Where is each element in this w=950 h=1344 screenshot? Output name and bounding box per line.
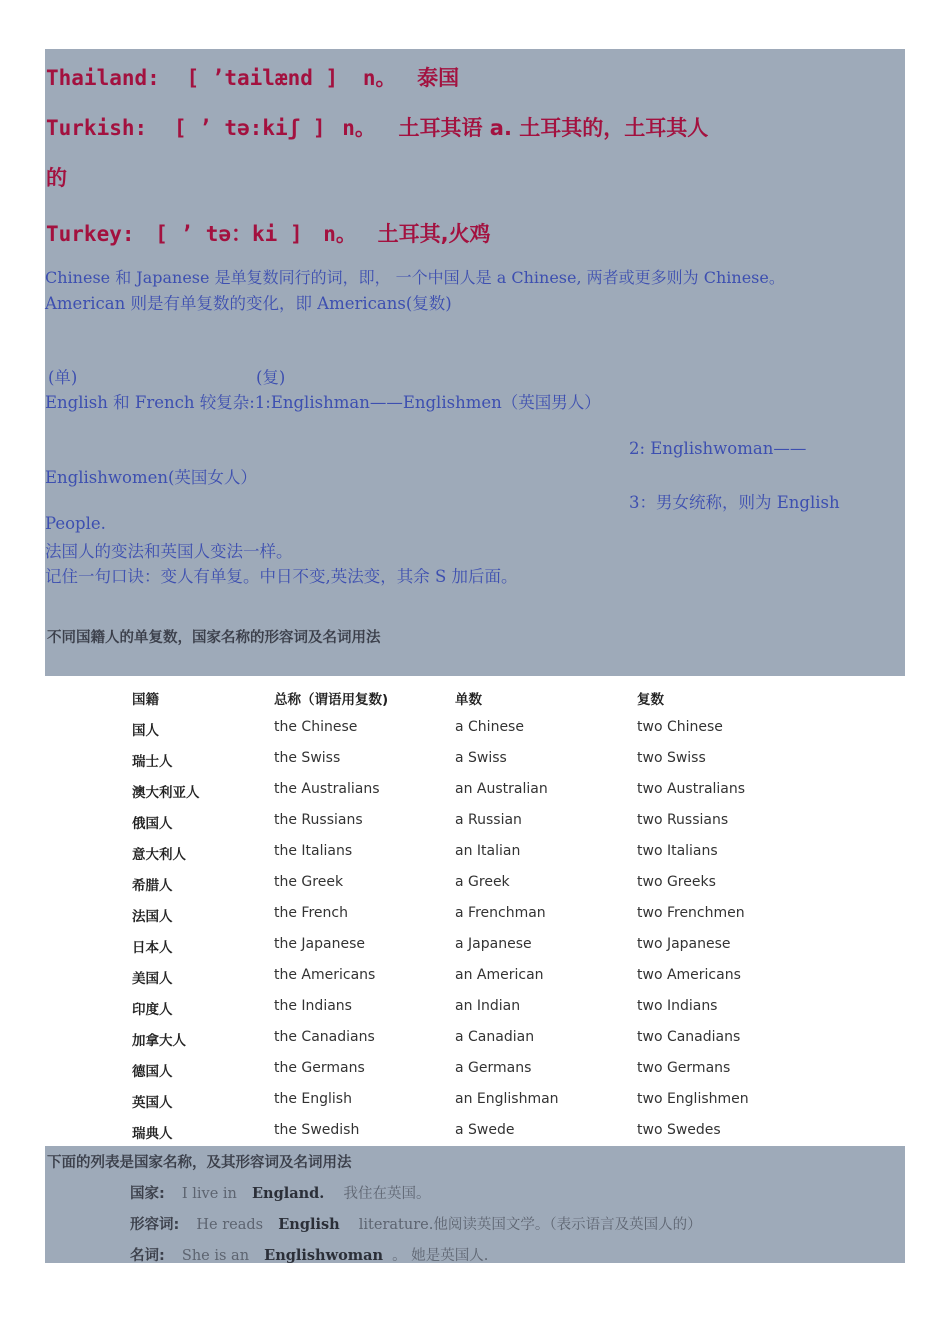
cell-singular: a Japanese	[455, 936, 532, 952]
example-bold: England.	[251, 1185, 325, 1202]
label-plural: (复)	[256, 368, 286, 387]
cell-nationality: 德国人	[132, 1064, 173, 1080]
cell-nationality: 意大利人	[132, 847, 186, 863]
cell-plural: two Greeks	[637, 874, 716, 890]
bottom-title: 下面的列表是国家名称，及其形容词及名词用法	[47, 1155, 352, 1171]
cell-nationality: 澳大利亚人	[132, 785, 200, 801]
cell-collective: the Greek	[274, 874, 344, 890]
example-pre: I live in	[181, 1186, 237, 1202]
cell-collective: the Germans	[274, 1060, 365, 1076]
cell-plural: two Englishmen	[637, 1091, 749, 1107]
example-label: 名词:	[130, 1248, 165, 1264]
cell-plural: two Swiss	[637, 750, 706, 766]
cell-collective: the English	[274, 1091, 352, 1107]
header-plural: 复数	[637, 692, 664, 708]
example-label: 形容词:	[130, 1217, 180, 1233]
cell-collective: the Japanese	[274, 936, 365, 952]
cell-plural: two Canadians	[637, 1029, 741, 1045]
example-pre: He reads	[196, 1217, 264, 1233]
cell-collective: the Russians	[274, 812, 363, 828]
note-english-3a: 3：男女统称，则为 English	[629, 493, 840, 512]
part-of-speech: n。	[362, 66, 397, 90]
cell-singular: a Frenchman	[455, 905, 546, 921]
cell-singular: an American	[455, 967, 544, 983]
phonetic: [ ’ tə：ki ]	[155, 222, 303, 246]
example-label: 国家:	[130, 1186, 165, 1202]
note-english-2b: Englishwomen(英国女人）	[45, 468, 257, 487]
example-post: 我住在英国。	[343, 1186, 431, 1202]
entry-thailand	[46, 62, 459, 92]
cell-plural: two Germans	[637, 1060, 731, 1076]
example-country	[130, 1182, 430, 1203]
section-title: 不同国籍人的单复数，国家名称的形容词及名词用法	[47, 630, 381, 646]
part-of-speech: n。	[342, 116, 376, 140]
note-chinese-japanese: Chinese 和 Japanese 是单复数同行的词，即， 一个中国人是 a Chinese, 两者或更多则为 Chinese。	[45, 268, 785, 287]
cell-plural: two Russians	[637, 812, 729, 828]
cell-nationality: 国人	[132, 723, 159, 739]
cell-collective: the Chinese	[274, 719, 358, 735]
cell-collective: the Canadians	[274, 1029, 375, 1045]
example-bold: English	[278, 1216, 340, 1233]
phonetic: [ ’ tə:kiʃ ]	[173, 116, 326, 140]
example-post: literature.他阅读英国文学。（表示语言及英国人的）	[358, 1217, 702, 1233]
cell-plural: two Chinese	[637, 719, 723, 735]
translation: 泰国	[417, 66, 460, 90]
note-rhyme: 记住一句口诀：变人有单复。中日不变,英法变，其余 S 加后面。	[45, 567, 518, 586]
word: Thailand:	[46, 66, 160, 90]
example-adjective	[130, 1213, 702, 1234]
cell-singular: an Australian	[455, 781, 548, 797]
cell-nationality: 日本人	[132, 940, 173, 956]
note-english-1: English 和 French 较复杂:1:Englishman——Englishmen（英国男人）	[45, 393, 601, 412]
example-noun	[130, 1244, 488, 1265]
word: Turkey:	[46, 222, 135, 246]
part-of-speech: n。	[323, 222, 357, 246]
cell-singular: a Greek	[455, 874, 510, 890]
cell-plural: two Frenchmen	[637, 905, 745, 921]
cell-nationality: 瑞典人	[132, 1126, 173, 1142]
entry-turkish-wrap: 的	[46, 166, 67, 190]
cell-collective: the Indians	[274, 998, 352, 1014]
cell-collective: the Italians	[274, 843, 353, 859]
cell-collective: the French	[274, 905, 348, 921]
entry-turkey	[46, 218, 491, 248]
phonetic: [ ’tailænd ]	[186, 66, 339, 90]
cell-nationality: 印度人	[132, 1002, 173, 1018]
word: Turkish:	[46, 116, 148, 140]
cell-nationality: 英国人	[132, 1095, 173, 1111]
cell-singular: a Swiss	[455, 750, 507, 766]
note-english-3b: People.	[45, 514, 106, 533]
header-nationality: 国籍	[132, 692, 159, 708]
cell-collective: the Australians	[274, 781, 380, 797]
cell-singular: a Canadian	[455, 1029, 535, 1045]
label-single: (单)	[48, 368, 78, 387]
example-bold: Englishwoman	[264, 1247, 384, 1264]
cell-singular: a Chinese	[455, 719, 524, 735]
cell-nationality: 希腊人	[132, 878, 173, 894]
cell-singular: a Swede	[455, 1122, 515, 1138]
header-singular: 单数	[455, 692, 482, 708]
cell-singular: an Englishman	[455, 1091, 559, 1107]
cell-collective: the Americans	[274, 967, 376, 983]
cell-nationality: 美国人	[132, 971, 173, 987]
example-pre: She is an	[181, 1248, 250, 1264]
entry-turkish	[46, 112, 708, 142]
cell-singular: an Indian	[455, 998, 521, 1014]
cell-plural: two Italians	[637, 843, 718, 859]
cell-collective: the Swiss	[274, 750, 341, 766]
note-english-2a: 2: Englishwoman——	[629, 439, 807, 458]
cell-nationality: 俄国人	[132, 816, 173, 832]
note-american: American 则是有单复数的变化，即 Americans(复数)	[45, 294, 452, 313]
cell-plural: two Indians	[637, 998, 718, 1014]
cell-plural: two Japanese	[637, 936, 731, 952]
translation: 土耳其语 a. 土耳其的，土耳其人	[398, 116, 709, 140]
cell-nationality: 瑞士人	[132, 754, 173, 770]
cell-nationality: 加拿大人	[132, 1033, 186, 1049]
cell-plural: two Swedes	[637, 1122, 721, 1138]
cell-singular: an Italian	[455, 843, 521, 859]
cell-singular: a Germans	[455, 1060, 532, 1076]
cell-plural: two Americans	[637, 967, 741, 983]
translation: 土耳其,火鸡	[377, 222, 491, 246]
note-french: 法国人的变法和英国人变法一样。	[45, 542, 293, 561]
header-collective: 总称（谓语用复数)	[274, 692, 389, 708]
cell-plural: two Australians	[637, 781, 746, 797]
cell-nationality: 法国人	[132, 909, 173, 925]
example-post: 。 她是英国人.	[392, 1248, 489, 1264]
cell-collective: the Swedish	[274, 1122, 360, 1138]
cell-singular: a Russian	[455, 812, 522, 828]
